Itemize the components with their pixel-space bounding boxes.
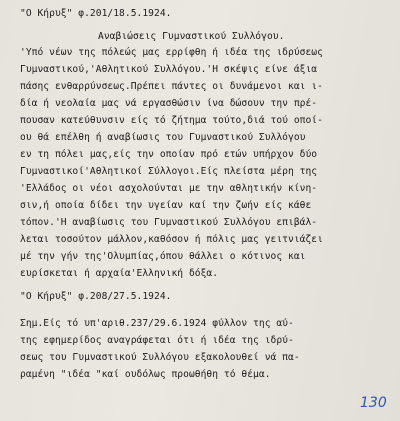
text-line-3: πάσης ενθαρρύνσεως.Πρέπει πάντες οι δυνάμενοι και ι- (20, 81, 323, 92)
text-line-8: Γυμναστικοί'Αθλητικοί Σύλλογοι.Είς πλείστα μέρη της (20, 166, 318, 177)
article-heading: Αναβιώσεις Γυμναστικού Συλλόγου. (98, 31, 285, 42)
note-line-1: Σημ.Είς τό υπ'αριθ.237/29.6.1924 φύλλον της αύ- (20, 318, 294, 329)
text-line-5: πουσαν κατεύθυνσιν είς τό ζήτημα τούτο,διά τού οποί- (20, 115, 323, 126)
note-line-4: ραμένη "ιδέα "καί ουδόλως προωθήθη τό θέμα. (20, 369, 271, 380)
text-line-2: Γυμναστικού,'Αθλητικού Συλλόγου.'Η σκέψις είνε άξια (20, 64, 318, 75)
citation-2: "Ο Κήρυξ" φ.208/27.5.1924. (20, 291, 172, 302)
text-line-1: 'Υπό νέων της πόλεώς μας ερρίφθη ή ιδέα της ιδρύσεως (20, 47, 323, 58)
text-line-6: ου θά επέλθη ή αναβίωσις του Γυμναστικού Συλλόγου (20, 132, 306, 143)
text-line-4: δία ή νεολαία μας νά εργασθώσιν ίνα δώσουν την πρέ- (20, 98, 318, 109)
note-line-2: της εφημερίδος αναγράφεται ότι ή ιδέα της ιδρύ- (20, 335, 294, 346)
text-line-7: εν τη πόλει μας,είς την οποίαν πρό ετών υπήρχον δύο (20, 149, 318, 160)
text-line-13: μέ την γήν της'Ολυμπίας,όπου θάλλει ο κότινος και (20, 251, 306, 262)
text-line-12: λεται τοσούτον μάλλον,καθόσον ή πόλις μας γειτνιάζει (20, 234, 323, 245)
text-line-11: τόπον.'Η αναβίωσις του Γυμναστικού Συλλόγου επιβάλ- (20, 217, 318, 228)
page-number: 130 (360, 395, 387, 411)
note-line-3: σεως του Γυμναστικού Συλλόγου εξακολουθεί νά πα- (20, 352, 300, 363)
citation-1: "Ο Κήρυξ" φ.201/18.5.1924. (20, 8, 172, 19)
text-line-10: σιν,ή οποία δίδει την υγείαν καί την ζωήν είς κάθε (20, 200, 312, 211)
text-line-14: ευρίσκεται ή αρχαία'Ελληνική δόξα. (20, 268, 219, 279)
text-line-9: 'Ελλάδος οι νέοι ασχολούνται με την αθλητικήν κίνη- (20, 183, 318, 194)
